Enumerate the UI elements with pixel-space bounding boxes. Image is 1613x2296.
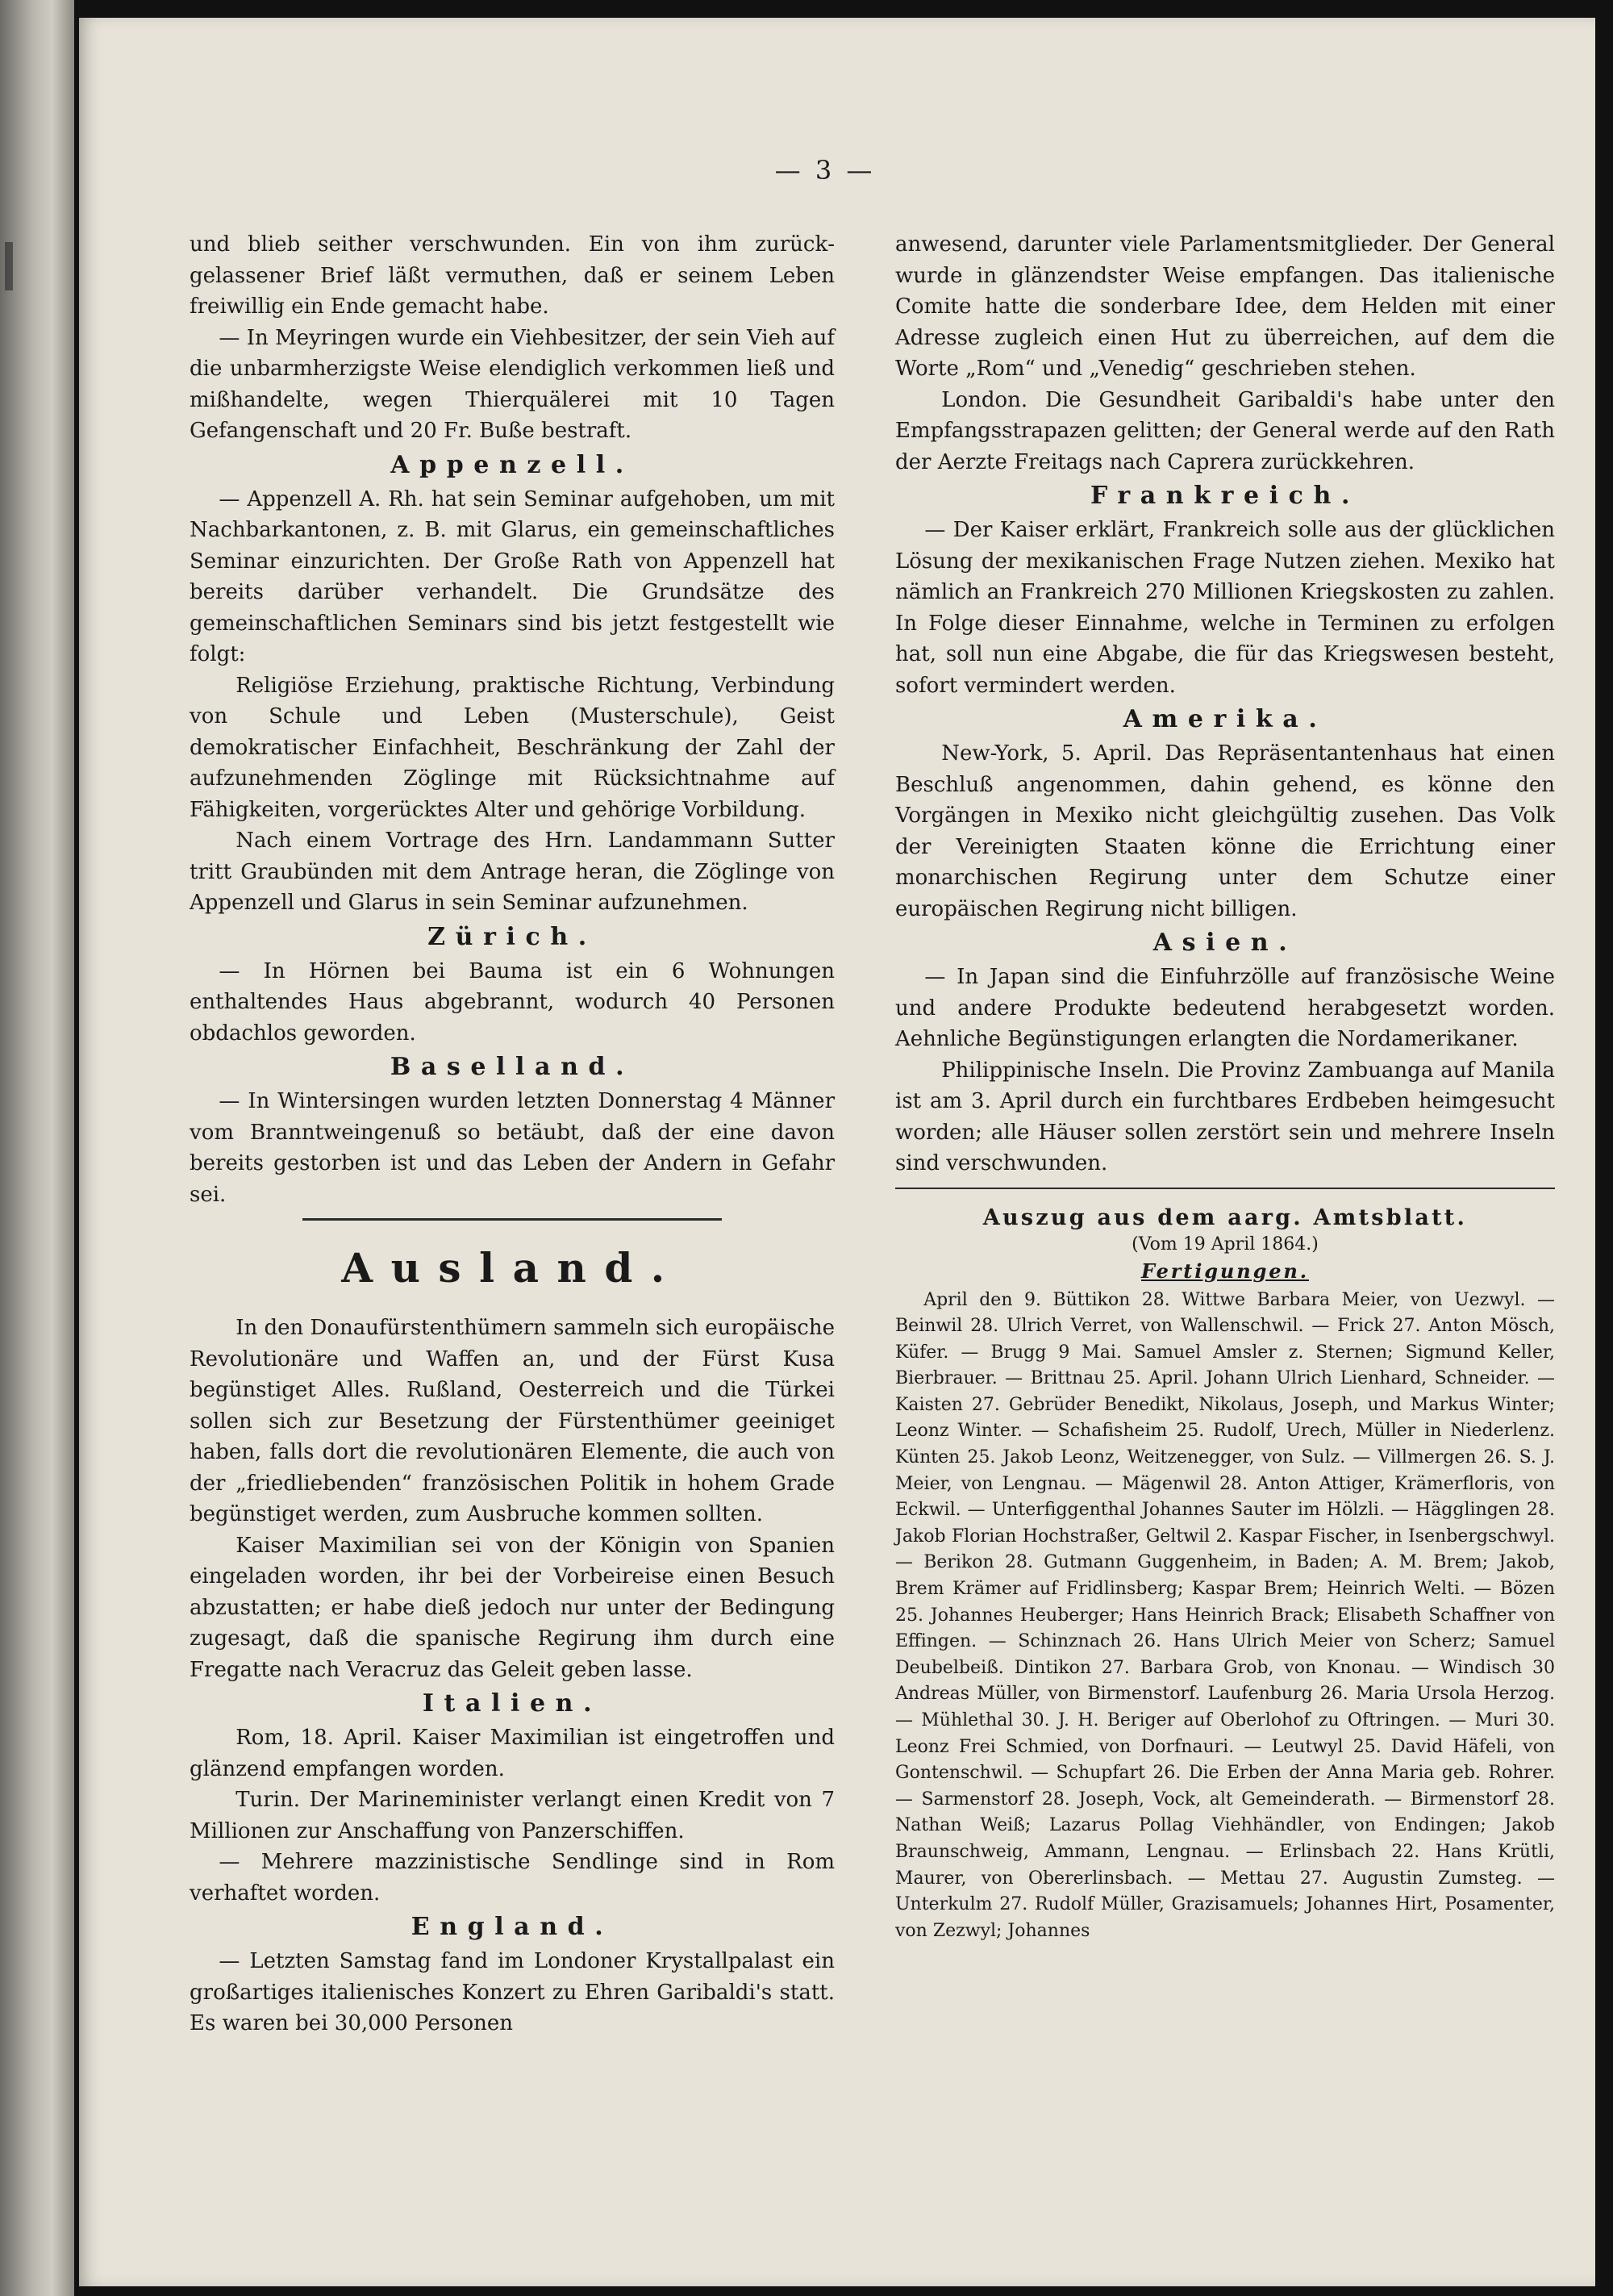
article-text: — Letzten Samstag fand im Londoner Krystallpalast ein großartiges italienisches Konzert zu Ehren Garibaldi's statt. Es waren bei 30,000 Personen <box>190 1949 835 2035</box>
article-text: und blieb seither verschwunden. Ein von ihm zurückgelassener Brief läßt vermuthen, daß er seinem Leben freiwillig ein Ende gemacht habe. <box>190 232 835 319</box>
right-column <box>895 229 1555 1944</box>
article-text: Nach einem Vortrage des Hrn. Landammann Sutter tritt Graubünden mit dem Antrage heran, die Zöglinge von Appenzell und Glarus in sein Seminar aufzunehmen. <box>190 829 835 915</box>
section-heading-zuerich: Zürich. <box>427 922 597 951</box>
newspaper-page <box>79 18 1595 2286</box>
excerpt-section: Fertigungen. <box>1141 1259 1309 1283</box>
article-text: — Mehrere mazzinistische Sendlinge sind in Rom verhaftet worden. <box>190 1850 835 1906</box>
article-text: — In Wintersingen wurden letzten Donnerstag 4 Männer vom Branntweingenuß so betäubt, daß der eine davon bereits gestorben ist und das Leben der Andern in Gefahr sei. <box>190 1089 835 1207</box>
article-text: New-York, 5. April. Das Repräsentantenhaus hat einen Beschluß angenommen, dahin gehend, es könne den Vorgängen in Mexiko nicht gleichgültig zusehen. Das Volk der Vereinigten Staaten könne die Errichtung einer monarchischen Regirung unter dem Schutze einer europäischen Regirung nicht billigen. <box>895 741 1555 921</box>
article-text: Kaiser Maximilian sei von der Königin von Spanien eingeladen worden, ihr bei der Vorbeireise einen Besuch abzustatten; er habe dieß jedoch nur unter der Bedingung zugesagt, daß die spanische Regirung ihm durch eine Fregatte nach Veracruz das Geleit geben lasse. <box>190 1533 835 1682</box>
excerpt-title: Auszug aus dem aarg. Amtsblatt. <box>982 1204 1468 1230</box>
article-text: Turin. Der Marineminister verlangt einen Kredit von 7 Millionen zur Anschaffung von Panzerschiffen. <box>190 1788 835 1843</box>
article-text: — Der Kaiser erklärt, Frankreich solle aus der glücklichen Lösung der mexikanischen Frage Nutzen ziehen. Mexiko hat nämlich an Frankreich 270 Millionen Kriegskosten zu zahlen. In Folge dieser Einnahme, welche in Terminen zu erfolgen hat, soll nun eine Abgabe, die für das Kriegswesen besteht, sofort vermindert werden. <box>895 518 1555 698</box>
excerpt-text: April den 9. Büttikon 28. Wittwe Barbara Meier, von Uezwyl. — Beinwil 28. Ulrich Verret, von Wallenschwil. — Frick 27. Anton Mösch, Küfer. — Brugg 9 Mai. Samuel Amsler z. Sternen; Sigmund Keller, Bierbrauer. — Brittnau 25. April. Johann Ulrich Lienhard, Schneider. — Kaisten 27. Gebrüder Benedikt, Nikolaus, Joseph, und Markus Winter; Leonz Winter. — Schafisheim 25. Rudolf, Urech, Müller in Niederlenz. Künten 25. Jakob Leonz, Weitzenegger, von Sulz. — Villmergen 26. S. J. Meier, von Lengnau. — Mägenwil 28. Anton Attiger, Krämerfloris, von Eckwil. — Unterfiggenthal Johannes Sauter im Hölzli. — Hägglingen 28. Jakob Florian Hochstraßer, Geltwil 2. Kaspar Fischer, in Isenbergschwyl. — Berikon 28. Gutmann Guggenheim, in Baden; A. M. Brem; Jakob, Brem Krämer auf Fridlinsberg; Kaspar Brem; Heinrich Welti. — Bözen 25. Johannes Heuberger; Hans Heinrich Brack; Elisabeth Schaffner von Effingen. — Schinznach 26. Hans Ulrich Meier von Scherz; Samuel Deubelbeiß. Dintikon 27. Barbara Grob, von Knonau. — Windisch 30 Andreas Müller, von Birmenstorf. Laufenburg 26. Maria Ursola Herzog. — Mühlethal 30. J. H. Beriger auf Oberlohof zu Oftringen. — Muri 30. Leonz Frei Schmied, von Dorfnauri. — Leutwyl 25. David Häfeli, von Gontenschwil. — Schupfart 26. Die Erben der Anna Maria geb. Rohrer. — Sarmenstorf 28. Joseph, Vock, alt Gemeinderath. — Birmenstorf 28. Nathan Weiß; Lazarus Pollag Viehhändler, von Endingen; Jakob Braunschweig, Ammann, Lengnau. — Erlinsbach 22. Hans Krütli, Maurer, von Obererlinsbach. — Mettau 27. Augustin Zumsteg. — Unterkulm 27. Rudolf Müller, Grazisamuels; Johannes Hirt, Posamenter, von Zezwyl; Johannes <box>895 1289 1555 1941</box>
section-heading-frankreich: Frankreich. <box>1090 482 1361 510</box>
official-gazette-excerpt <box>895 1204 1555 1945</box>
page-number: — 3 — <box>774 155 876 186</box>
article-text: — In Meyringen wurde ein Viehbesitzer, der sein Vieh auf die unbarmherzigste Weise elendiglich verkommen ließ und mißhandelte, wegen Thierquälerei mit 10 Tagen Gefangenschaft und 20 Fr. Buße bestraft. <box>190 325 835 443</box>
divider-rule <box>895 1188 1555 1189</box>
article-text: anwesend, darunter viele Parlamentsmitglieder. Der General wurde in glänzendster Weise empfangen. Das italienische Comite hatte die sonderbare Idee, dem Helden mit einer Adresse zugleich einen Hut zu überreichen, auf dem die Worte „Rom“ und „Venedig“ geschrieben stehen. <box>895 232 1555 381</box>
article-text: London. Die Gesundheit Garibaldi's habe unter den Empfangsstrapazen gelitten; der General werde auf den Rath der Aerzte Freitags nach Caprera zurückkehren. <box>895 387 1555 474</box>
section-heading-amerika: Amerika. <box>1123 705 1327 733</box>
article-text: — In Hörnen bei Bauma ist ein 6 Wohnungen enthaltendes Haus abgebrannt, wodurch 40 Personen obdachlos geworden. <box>190 958 835 1046</box>
article-text: Philippinische Inseln. Die Provinz Zambuanga auf Manila ist am 3. April durch ein furchtbares Erdbeben heimgesucht worden; alle Häuser sollen zerstört sein und mehrere Inseln sind verschwunden. <box>895 1058 1555 1175</box>
section-heading-appenzell: Appenzell. <box>390 450 634 479</box>
section-heading-asien: Asien. <box>1152 929 1298 957</box>
divider-rule <box>302 1218 722 1221</box>
article-text: Religiöse Erziehung, praktische Richtung, Verbindung von Schule und Leben (Musterschule), Geist demokratischer Einfachheit, Beschränkung der Zahl der aufzunehmenden Zöglinge mit Rücksichtnahme auf Fähigkeiten, vorgerücktes Alter und gehörige Vorbildung. <box>190 673 835 822</box>
article-text: — In Japan sind die Einfuhrzölle auf französische Weine und andere Produkte bedeutend herabgesetzt worden. Aehnliche Begünstigungen erlangten die Nordamerikaner. <box>895 965 1555 1051</box>
excerpt-date: (Vom 19 April 1864.) <box>1132 1234 1319 1254</box>
left-column <box>190 229 835 2039</box>
section-heading-italien: Italien. <box>422 1689 602 1718</box>
article-text: — Appenzell A. Rh. hat sein Seminar aufgehoben, um mit Nachbarkantonen, z. B. mit Glarus, ein gemeinschaftliches Seminar einzurichten. Der Große Rath von Appenzell hat bereits darüber verhandelt. Die Grundsätze des gemeinschaftlichen Seminars sind bis jetzt festgestellt wie folgt: <box>190 486 835 666</box>
page-edge-marks <box>5 242 13 290</box>
section-heading-ausland: Ausland. <box>341 1244 683 1292</box>
adjacent-page-edge <box>0 0 74 2296</box>
article-text: Rom, 18. April. Kaiser Maximilian ist eingetroffen und glänzend empfangen worden. <box>190 1726 835 1781</box>
section-heading-england: England. <box>411 1913 614 1941</box>
article-text: In den Donaufürstenthümern sammeln sich europäische Revolutionäre und Waffen an, und der Fürst Kusa begünstiget Alles. Rußland, Oesterreich und die Türkei sollen sich zur Besetzung der Fürstenthümer geeiniget haben, falls dort die revolutionären Elemente, die auch von der „friedliebenden“ französischen Politik in hohem Grade begünstiget werden, zum Ausbruche kommen sollten. <box>190 1316 835 1526</box>
section-heading-baselland: Baselland. <box>390 1053 635 1081</box>
